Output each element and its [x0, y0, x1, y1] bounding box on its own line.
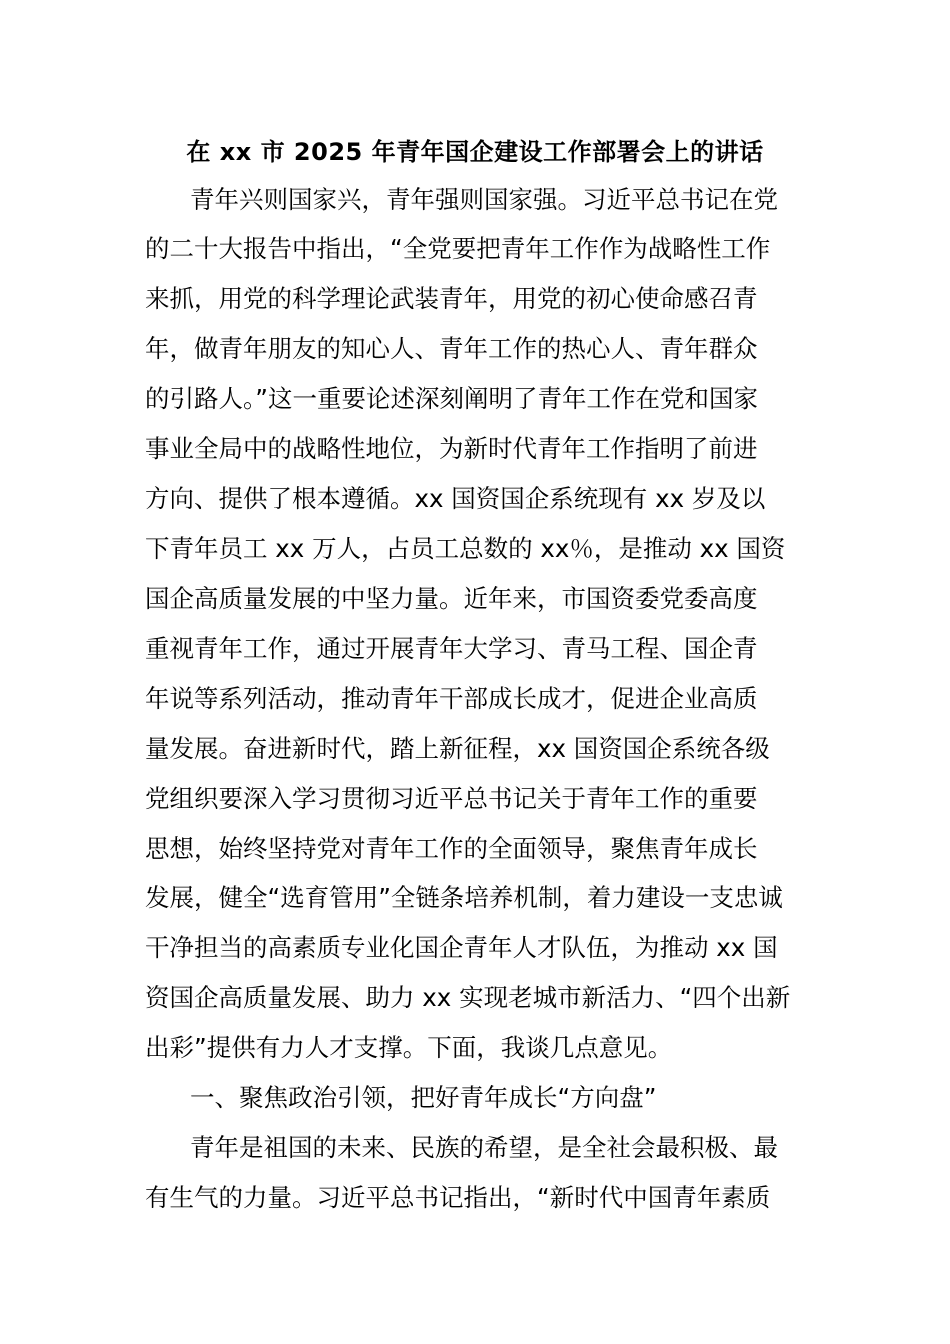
- paragraph-line: 年，做青年朋友的知心人、青年工作的热心人、青年群众: [145, 334, 758, 363]
- paragraph-line: 干净担当的高素质专业化国企青年人才队伍，为推动 xx 国: [145, 933, 778, 962]
- paragraph-line: 来抓，用党的科学理论武装青年，用党的初心使命感召青: [145, 284, 758, 313]
- paragraph-line: 思想，始终坚持党对青年工作的全面领导，聚焦青年成长: [145, 834, 758, 863]
- paragraph-line: 下青年员工 xx 万人，占员工总数的 xx％，是推动 xx 国资: [145, 534, 786, 563]
- paragraph-line: 的二十大报告中指出，“全党要把青年工作作为战略性工作: [145, 234, 771, 263]
- paragraph-line: 青年是祖国的未来、民族的希望，是全社会最积极、最: [190, 1133, 778, 1162]
- paragraph-line: 有生气的力量。习近平总书记指出，“新时代中国青年素质: [145, 1183, 771, 1212]
- document-title: 在 xx 市 2025 年青年国企建设工作部署会上的讲话: [186, 138, 764, 166]
- paragraph-line: 的引路人。”这一重要论述深刻阐明了青年工作在党和国家: [145, 384, 758, 413]
- paragraph-line: 资国企高质量发展、助力 xx 实现老城市新活力、“四个出新: [145, 983, 791, 1012]
- paragraph-line: 方向、提供了根本遵循。xx 国资国企系统现有 xx 岁及以: [145, 484, 766, 513]
- section-heading: 一、聚焦政治引领，把好青年成长“方向盘”: [190, 1083, 657, 1112]
- paragraph-line: 国企高质量发展的中坚力量。近年来，市国资委党委高度: [145, 584, 758, 613]
- paragraph-line: 重视青年工作，通过开展青年大学习、青马工程、国企青: [145, 634, 758, 663]
- paragraph-line: 发展，健全“选育管用”全链条培养机制，着力建设一支忠诚: [145, 883, 783, 912]
- paragraph-line: 党组织要深入学习贯彻习近平总书记关于青年工作的重要: [145, 784, 758, 813]
- paragraph-line: 年说等系列活动，推动青年干部成长成才，促进企业高质: [145, 684, 758, 713]
- paragraph-line: 青年兴则国家兴，青年强则国家强。习近平总书记在党: [190, 185, 778, 214]
- paragraph-line: 事业全局中的战略性地位，为新时代青年工作指明了前进: [145, 434, 758, 463]
- paragraph-line: 出彩”提供有力人才支撑。下面，我谈几点意见。: [145, 1033, 673, 1062]
- paragraph-line: 量发展。奋进新时代，踏上新征程，xx 国资国企系统各级: [145, 734, 770, 763]
